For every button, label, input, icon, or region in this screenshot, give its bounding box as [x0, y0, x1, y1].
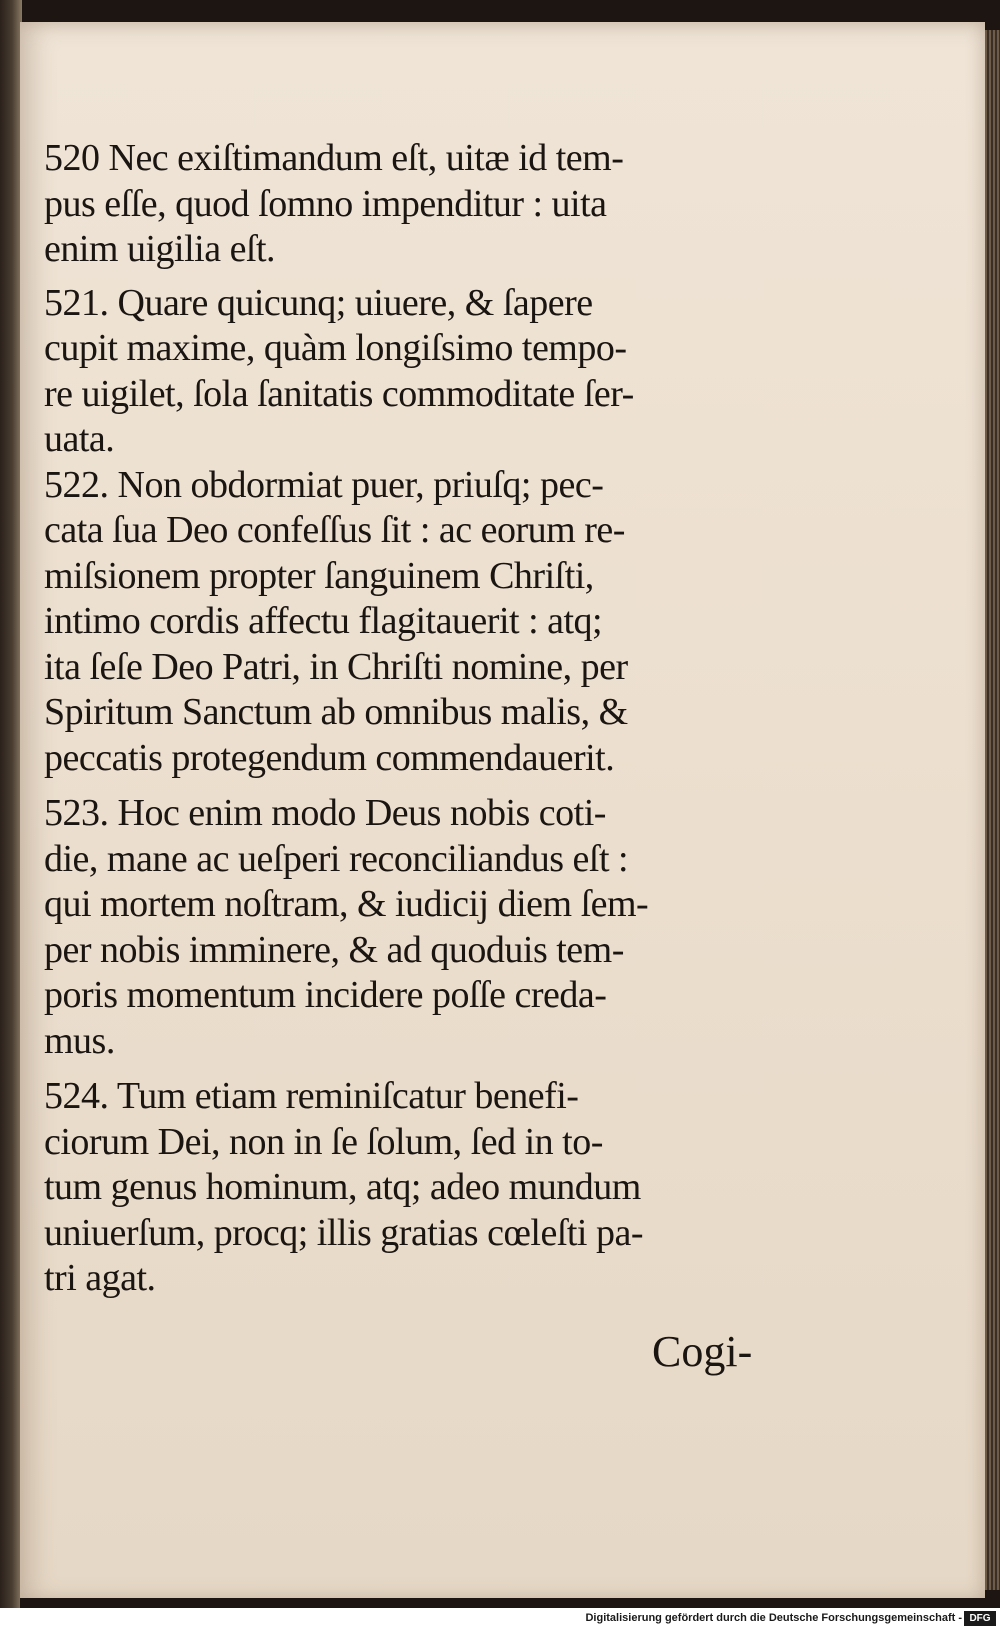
text-line: 522. Non obdormiat puer, priuſq; pec-: [44, 463, 604, 506]
text-line: per nobis imminere, & ad quoduis tem-: [44, 928, 624, 971]
text-line: tum genus hominum, atq; adeo mundum: [44, 1166, 641, 1208]
dfg-logo-icon: DFG: [964, 1611, 996, 1626]
paragraph-gap: [44, 1064, 784, 1074]
text-line: 524. Tum etiam reminiſcatur benefi-: [44, 1075, 579, 1117]
bottom-shadow: [20, 1598, 1000, 1608]
paragraph-523: [44, 791, 784, 1064]
text-line: peccatis protegendum commendauerit.: [44, 736, 615, 779]
paragraph-gap: [44, 781, 784, 791]
text-line: miſsionem propter ſanguinem Chriſti,: [44, 554, 594, 597]
footer-credit: Digitalisierung gefördert durch die Deutsche Forschungsgemeinschaft -: [585, 1612, 962, 1624]
digitization-footer: [0, 1608, 1000, 1631]
catchword: Cogi-: [652, 1327, 753, 1376]
text-line: cata ſua Deo confeſſus ſit : ac eorum re-: [44, 509, 625, 551]
text-line: Spiritum Sanctum ab omnibus malis, &: [44, 691, 628, 733]
text-line: mus.: [44, 1019, 115, 1062]
text-line: 521. Quare quicunq; uiuere, & ſapere: [44, 281, 593, 324]
text-line: enim uigilia eſt.: [44, 228, 276, 270]
paragraph-521: [44, 281, 784, 463]
text-line: intimo cordis affectu flagitauerit : atq;: [44, 600, 603, 642]
text-line: cupit maxime, quàm longiſsimo tempo-: [44, 327, 627, 369]
text-line: 520 Nec exiſtimandum eſt, uitæ id tem-: [44, 137, 624, 179]
paragraph-522: [44, 463, 784, 782]
text-line: uniuerſum, procq; illis gratias cœleſti pa-: [44, 1211, 644, 1254]
text-line: qui mortem noſtram, & iudicij diem ſem-: [44, 883, 649, 925]
paragraph-520: [44, 136, 784, 273]
paragraph-gap: [44, 273, 784, 281]
page-edges: [985, 30, 1000, 1590]
page-text: [44, 136, 784, 1302]
text-line: tri agat.: [44, 1257, 156, 1299]
text-line: ciorum Dei, non in ſe ſolum, ſed in to-: [44, 1120, 603, 1163]
text-line: re uigilet, ſola ſanitatis commoditate ſer-: [44, 372, 634, 415]
paragraph-524: [44, 1074, 784, 1302]
text-line: uata.: [44, 418, 115, 460]
binding-edge: [0, 0, 22, 1608]
text-line: 523. Hoc enim modo Deus nobis coti-: [44, 792, 606, 834]
text-line: pus eſſe, quod ſomno impenditur : uita: [44, 182, 607, 225]
text-line: die, mane ac ueſperi reconciliandus eſt :: [44, 837, 629, 880]
text-line: poris momentum incidere poſſe creda-: [44, 974, 607, 1016]
text-line: ita ſeſe Deo Patri, in Chriſti nomine, per: [44, 645, 628, 688]
